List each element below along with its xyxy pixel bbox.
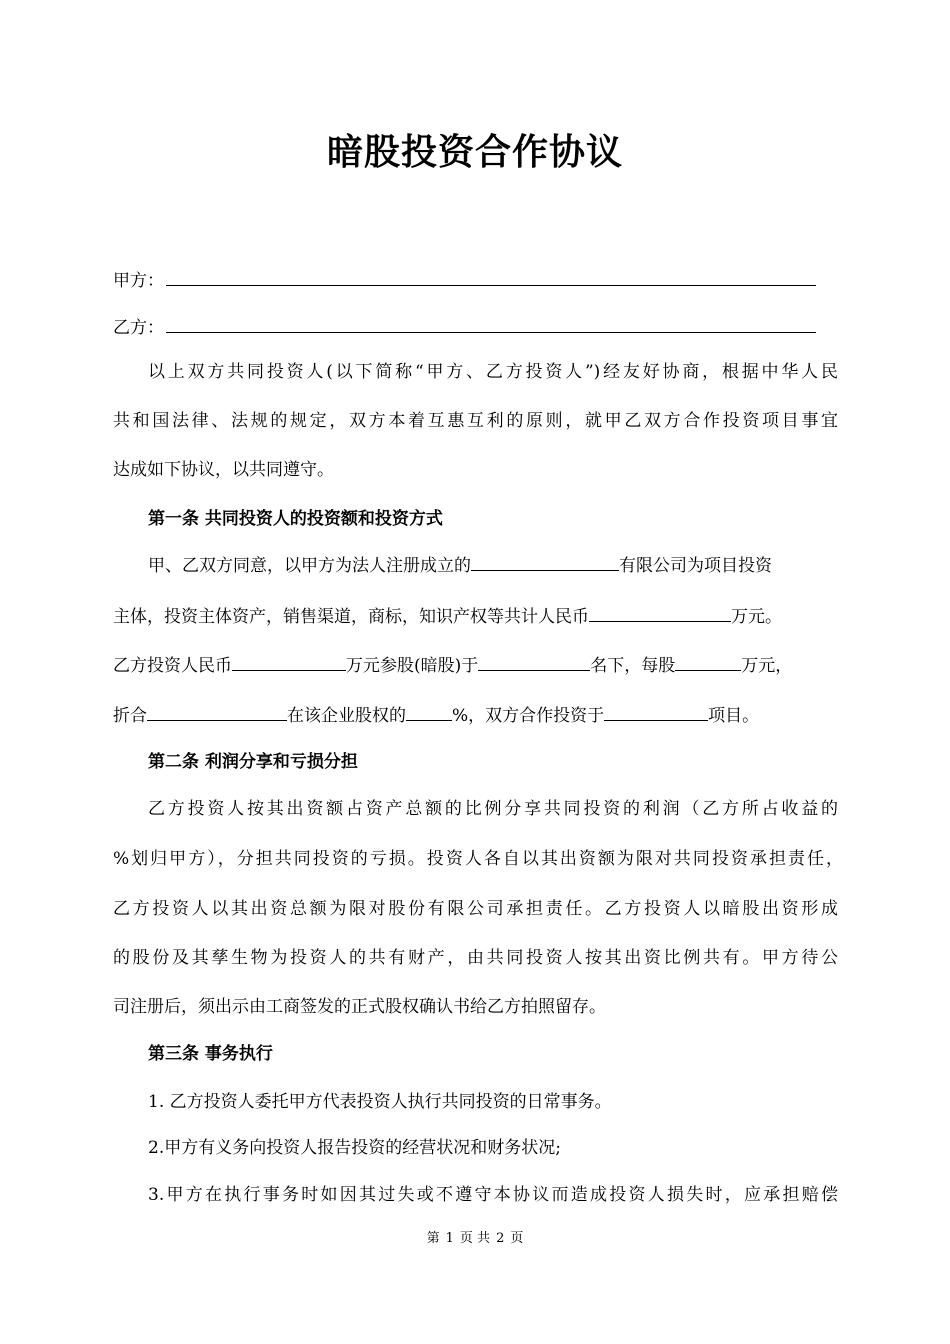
party-a-line — [113, 267, 843, 294]
article-2-line-5: 司注册后，须出示由工商签发的正式股权确认书给乙方拍照留存。 — [113, 997, 606, 1017]
page-footer — [0, 1229, 950, 1249]
article-1-heading: 第一条 共同投资人的投资额和投资方式 — [148, 509, 443, 529]
article-1-line-2 — [113, 603, 843, 630]
article-1-line-3 — [113, 652, 843, 679]
text-segment: 名下，每股 — [590, 656, 676, 676]
party-b-blank[interactable] — [166, 314, 816, 333]
article-2-line-4: 的股份及其孳生物为投资人的共有财产，由共同投资人按其出资比例共有。甲方待公 — [113, 948, 838, 968]
text-segment: 万元。 — [731, 607, 782, 627]
document-title: 暗股投资合作协议 — [326, 131, 623, 173]
article-1-line-1 — [148, 552, 878, 579]
footer-suffix: 页 — [510, 1231, 524, 1246]
party-b-line — [113, 314, 843, 341]
article-2-line-2: %划归甲方），分担共同投资的亏损。投资人各自以其出资额为限对共同投资承担责任， — [113, 849, 843, 869]
current-page-number: 1 — [445, 1231, 454, 1246]
intro-line-1: 以上双方共同投资人(以下简称“甲方、乙方投资人”)经友好协商，根据中华人民 — [148, 362, 838, 382]
text-segment: 万元参股(暗股)于 — [346, 656, 479, 676]
text-segment: %，双方合作投资于 — [452, 706, 605, 726]
project-blank[interactable] — [604, 702, 708, 721]
text-segment: 在该企业股权的 — [287, 706, 406, 726]
party-a-blank[interactable] — [166, 267, 816, 286]
intro-line-2: 共和国法律、法规的规定，双方本着互惠互利的原则，就甲乙双方合作投资项目事宜 — [113, 411, 838, 431]
text-segment: 主体，投资主体资产，销售渠道，商标，知识产权等共计人民币 — [113, 607, 589, 627]
company-name-blank[interactable] — [471, 552, 619, 571]
equivalent-blank[interactable] — [147, 702, 287, 721]
article-2-line-3: 乙方投资人以其出资总额为限对股份有限公司承担责任。乙方投资人以暗股出资形成 — [113, 899, 838, 919]
footer-prefix: 第 — [426, 1231, 440, 1246]
article-3-item-2: 2.甲方有义务向投资人报告投资的经营状况和财务状况; — [148, 1138, 561, 1158]
total-page-number: 2 — [496, 1231, 505, 1246]
holder-name-blank[interactable] — [478, 652, 590, 671]
party-b-label: 乙方： — [113, 318, 164, 338]
article-2-line-1: 乙方投资人按其出资额占资产总额的比例分享共同投资的利润（乙方所占收益的 — [148, 799, 838, 819]
article-1-line-4 — [113, 702, 843, 729]
text-segment: 甲、乙双方同意，以甲方为法人注册成立的 — [148, 556, 471, 576]
intro-line-3: 达成如下协议，以共同遵守。 — [113, 460, 334, 480]
article-3-item-1: 1. 乙方投资人委托甲方代表投资人执行共同投资的日常事务。 — [148, 1092, 612, 1112]
text-segment: 有限公司为项目投资 — [619, 556, 772, 576]
investment-amount-blank[interactable] — [232, 652, 346, 671]
party-a-label: 甲方： — [113, 271, 164, 291]
percentage-blank[interactable] — [406, 702, 452, 721]
text-segment: 项目。 — [708, 706, 760, 726]
article-3-heading: 第三条 事务执行 — [148, 1044, 273, 1064]
footer-mid: 页 共 — [459, 1231, 491, 1246]
text-segment: 折合 — [113, 706, 147, 726]
text-segment: 万元， — [741, 656, 793, 676]
per-share-blank[interactable] — [675, 652, 741, 671]
article-3-item-3: 3.甲方在执行事务时如因其过失或不遵守本协议而造成投资人损失时，应承担赔偿 — [148, 1185, 838, 1205]
text-segment: 乙方投资人民币 — [113, 656, 232, 676]
article-2-heading: 第二条 利润分享和亏损分担 — [148, 752, 358, 772]
total-amount-blank[interactable] — [589, 603, 731, 622]
